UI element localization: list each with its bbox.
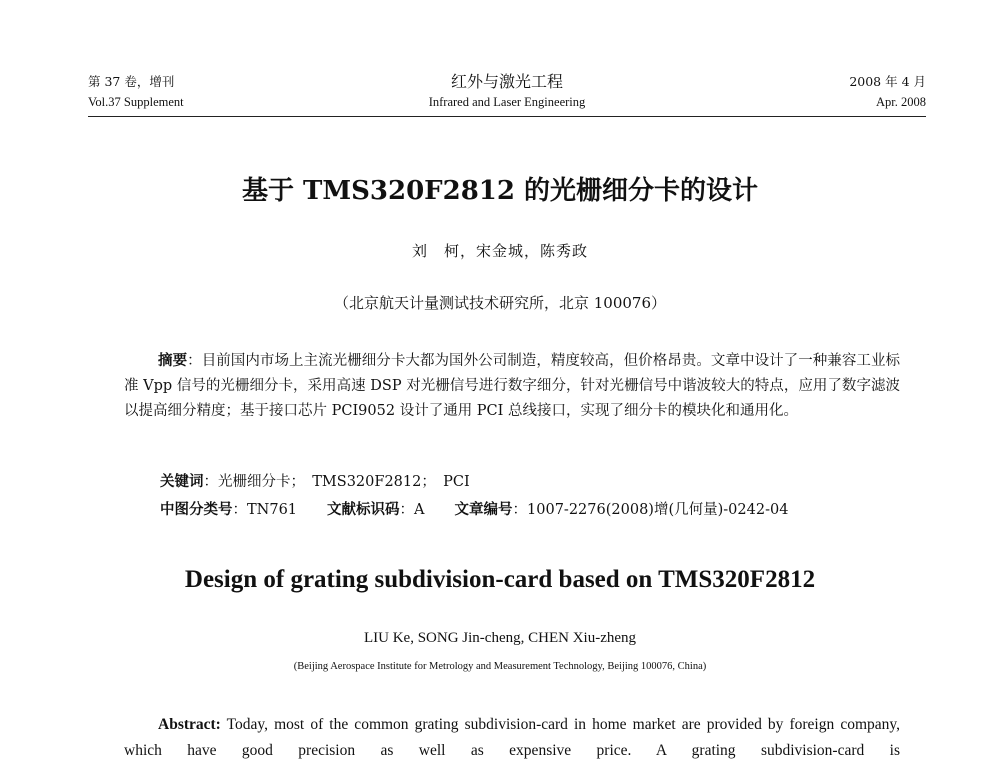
article-number-value: ：1007-2276(2008)增(几何量)-0242-04 — [512, 502, 789, 518]
page-title-cn: 基于 TMS320F2812 的光栅细分卡的设计 — [241, 176, 759, 206]
authors-en: LIU Ke, SONG Jin-cheng, CHEN Xiu-zheng — [363, 630, 637, 646]
clc-label: 中图分类号 — [160, 501, 233, 518]
abstract-cn — [124, 348, 900, 424]
keywords-line — [160, 470, 920, 494]
affiliation-cn: （北京航天计量测试技术研究所，北京 100076） — [333, 294, 667, 312]
classification-line — [160, 498, 920, 522]
keywords-label: 关键词 — [160, 473, 204, 490]
article-number-label: 文章编号 — [454, 501, 513, 518]
abstract-cn-label: 摘要 — [158, 352, 188, 369]
date-cn: 2008 年 4 月 — [849, 74, 926, 89]
header-right — [849, 72, 926, 112]
doc-code-label: 文献标识码 — [327, 501, 400, 518]
abstract-en — [124, 712, 900, 764]
authors-cn: 刘 柯，宋金城，陈秀政 — [411, 242, 588, 260]
doc-code-value: ：A — [399, 502, 425, 518]
date-en: Apr. 2008 — [876, 95, 926, 109]
abstract-cn-text: ：目前国内市场上主流光栅细分卡大都为国外公司制造，精度较高，但价格昂贵。文章中设计了一种兼容工业标准 Vpp 信号的光栅细分卡，采用高速 DSP 对光栅信号进行数字细分，针对光栅信号中谐波较大的特点，应用了数字滤波以提高细分精度；基于接口芯片 PCI9052 设计了通用 PCI 总线接口，实现了细分卡的模块化和通用化。 — [124, 353, 901, 419]
page-title-en: Design of grating subdivision-card based on TMS320F2812 — [184, 566, 816, 593]
abstract-en-label: Abstract: — [158, 716, 221, 733]
volume-cn: 第 37 卷，增刊 — [88, 74, 175, 89]
keywords-text: ：光栅细分卡； TMS320F2812； PCI — [203, 474, 470, 490]
journal-header — [88, 72, 926, 117]
journal-name-cn: 红外与激光工程 — [450, 72, 563, 91]
header-center — [88, 72, 926, 112]
volume-en: Vol.37 Supplement — [88, 95, 184, 109]
abstract-en-text: Today, most of the common grating subdivision-card in home market are provided by foreign company, which have good precision as well as expensive price. A grating subdivision-card is — [124, 716, 900, 759]
journal-name-en: Infrared and Laser Engineering — [428, 95, 586, 109]
affiliation-en: (Beijing Aerospace Institute for Metrology and Measurement Technology, Beijing 100076, China) — [293, 661, 707, 672]
clc-value: ：TN761 — [232, 502, 298, 518]
